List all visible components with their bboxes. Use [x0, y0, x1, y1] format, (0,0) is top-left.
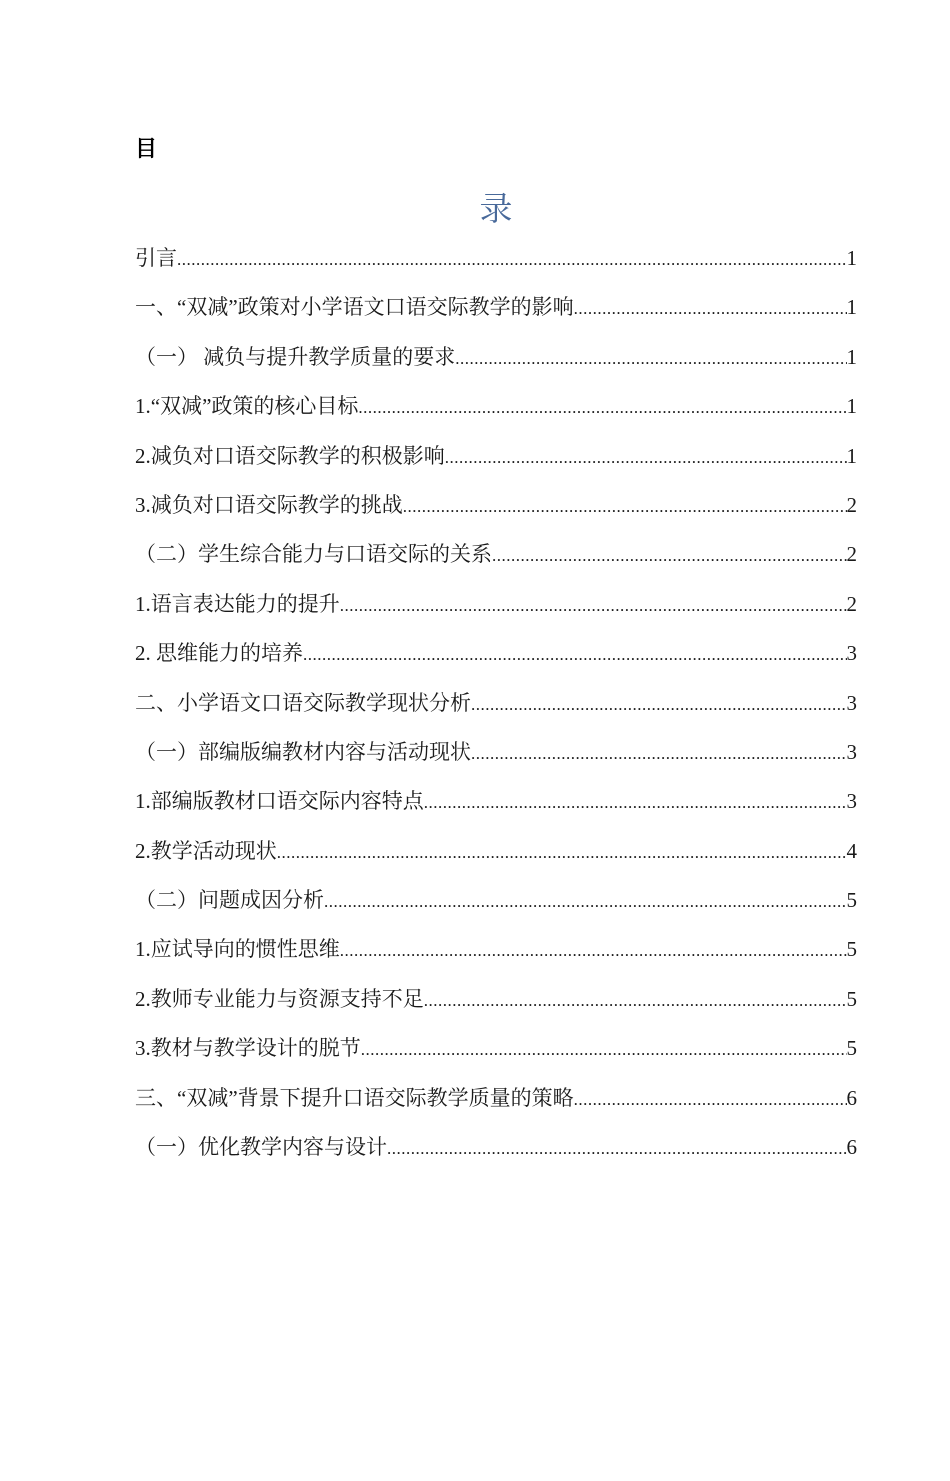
toc-dot-leader [445, 444, 847, 472]
toc-entry-page: 1 [846, 394, 857, 419]
toc-entry[interactable] [135, 738, 857, 766]
toc-entry-label: 三、“双减”背景下提升口语交际教学质量的策略 [135, 1085, 574, 1110]
toc-entry-label: 2.教学活动现状 [135, 838, 277, 863]
toc-entry-page: 5 [846, 1036, 857, 1061]
toc-entry-page: 2 [846, 591, 857, 616]
toc-entry-page: 3 [846, 739, 857, 764]
toc-dot-leader [340, 937, 847, 965]
toc-entry-label: （二）问题成因分析 [135, 888, 324, 913]
toc-entry[interactable] [135, 837, 857, 865]
toc-entry[interactable] [135, 1084, 857, 1112]
toc-entry-label: （二）学生综合能力与口语交际的关系 [135, 542, 492, 567]
toc-entry-label: 一、“双减”政策对小学语文口语交际教学的影响 [135, 295, 574, 320]
toc-entry-label: （一）优化教学内容与设计 [135, 1135, 387, 1160]
toc-entry-page: 1 [846, 295, 857, 320]
toc-dot-leader [358, 394, 846, 422]
toc-entry[interactable] [135, 293, 857, 321]
toc-dot-leader [387, 1135, 847, 1163]
toc-dot-leader [277, 839, 847, 867]
toc-entry-label: （一）部编版编教材内容与活动现状 [135, 739, 471, 764]
toc-dot-leader [361, 1036, 847, 1064]
toc-entry-page: 1 [846, 443, 857, 468]
toc-title-char-2: 录 [479, 192, 513, 228]
toc-dot-leader [574, 295, 847, 323]
toc-entry-page: 5 [846, 986, 857, 1011]
toc-entry[interactable] [135, 886, 857, 914]
toc-entry[interactable] [135, 491, 857, 519]
toc-entry[interactable] [135, 343, 857, 371]
toc-entry-label: （一） 减负与提升教学质量的要求 [135, 344, 456, 369]
toc-entry[interactable] [135, 442, 857, 470]
toc-dot-leader [574, 1086, 847, 1114]
toc-entry[interactable] [135, 590, 857, 618]
toc-entry-page: 2 [846, 492, 857, 517]
toc-dot-leader [492, 542, 847, 570]
toc-dot-leader [471, 740, 847, 768]
toc-dot-leader [424, 789, 847, 817]
toc-entry[interactable] [135, 985, 857, 1013]
toc-entry-page: 3 [846, 690, 857, 715]
toc-entry-page: 4 [846, 838, 857, 863]
toc-dot-leader [424, 987, 847, 1015]
toc-entry-page: 3 [846, 641, 857, 666]
toc-entry-label: 2.教师专业能力与资源支持不足 [135, 986, 424, 1011]
toc-entry[interactable] [135, 244, 857, 272]
toc-entry[interactable] [135, 935, 857, 963]
toc-entry-label: 引言 [135, 246, 177, 270]
toc-entry-label: 1.部编版教材口语交际内容特点 [135, 789, 424, 814]
toc-entry-label: 3.减负对口语交际教学的挑战 [135, 492, 403, 517]
toc-entry[interactable] [135, 689, 857, 717]
document-content [0, 137, 950, 1161]
toc-entry-page: 2 [846, 542, 857, 567]
toc-entry[interactable] [135, 1133, 857, 1161]
toc-entry-page: 6 [846, 1085, 857, 1110]
toc-title-char-1: 目 [135, 136, 158, 161]
toc-entry-label: 1.“双减”政策的核心目标 [135, 394, 359, 419]
table-of-contents [135, 244, 857, 1161]
toc-entry[interactable] [135, 392, 857, 420]
toc-entry-page: 5 [846, 888, 857, 913]
document-page [0, 137, 950, 1481]
toc-entry-page: 1 [846, 344, 857, 369]
toc-dot-leader [303, 641, 847, 669]
toc-entry[interactable] [135, 787, 857, 815]
toc-entry[interactable] [135, 1034, 857, 1062]
toc-entry-page: 3 [846, 789, 857, 814]
toc-entry-label: 1.语言表达能力的提升 [135, 591, 340, 616]
toc-entry-page: 1 [846, 246, 857, 270]
toc-entry-label: 2.减负对口语交际教学的积极影响 [135, 443, 445, 468]
toc-entry-page: 5 [846, 937, 857, 962]
toc-entry-label: 3.教材与教学设计的脱节 [135, 1036, 361, 1061]
toc-entry[interactable] [135, 540, 857, 568]
toc-dot-leader [324, 888, 847, 916]
toc-dot-leader [403, 493, 847, 521]
toc-entry[interactable] [135, 639, 857, 667]
toc-entry-page: 6 [846, 1135, 857, 1160]
toc-entry-label: 1.应试导向的惯性思维 [135, 937, 340, 962]
toc-entry-label: 二、小学语文口语交际教学现状分析 [135, 690, 471, 715]
toc-dot-leader [455, 345, 846, 373]
toc-dot-leader [340, 592, 847, 620]
toc-dot-leader [471, 691, 847, 719]
toc-entry-label: 2. 思维能力的培养 [135, 641, 303, 666]
toc-dot-leader [177, 246, 847, 274]
